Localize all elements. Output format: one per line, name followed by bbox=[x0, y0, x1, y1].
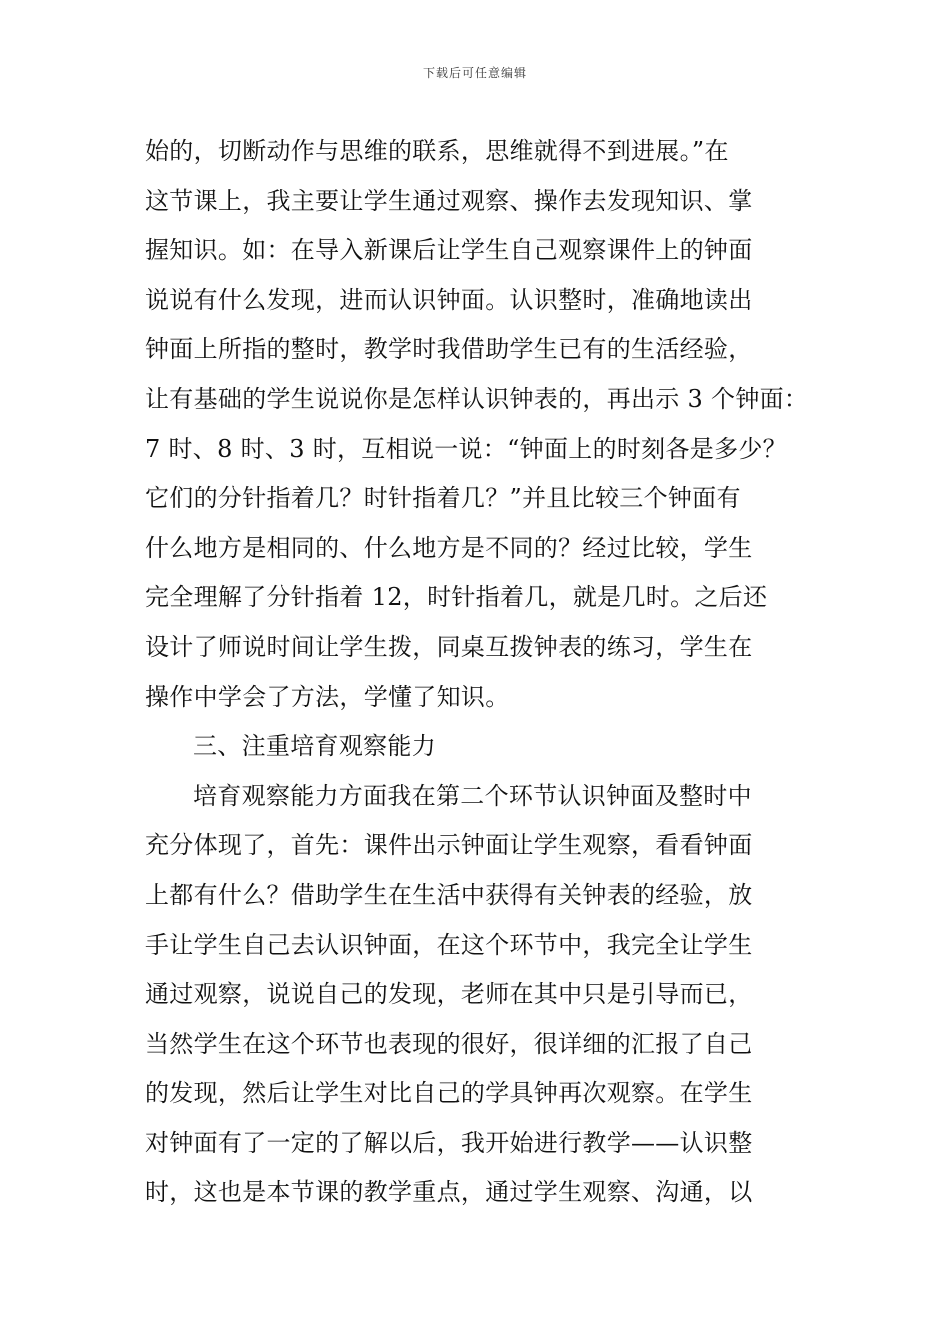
heading-line: 三、注重培育观察能力 bbox=[193, 732, 436, 761]
text-line: 时，这也是本节课的教学重点，通过学生观察、沟通，以 bbox=[145, 1178, 753, 1207]
paragraph bbox=[145, 127, 835, 722]
section-heading bbox=[145, 722, 835, 772]
page-header: 下载后可任意编辑 bbox=[422, 66, 527, 80]
text-line: 完全理解了分针指着 12，时针指着几，就是几时。之后还 bbox=[145, 583, 768, 612]
text-line: 始的，切断动作与思维的联系，思维就得不到进展。”在 bbox=[145, 137, 729, 165]
text-line: 上都有什么？借助学生在生活中获得有关钟表的经验，放 bbox=[145, 880, 753, 909]
text-line: 设计了师说时间让学生拨，同桌互拨钟表的练习，学生在 bbox=[145, 632, 753, 661]
text-line: 它们的分针指着几？时针指着几？”并且比较三个钟面有 bbox=[145, 484, 741, 513]
body-text bbox=[145, 127, 835, 1218]
text-line: 握知识。如：在导入新课后让学生自己观察课件上的钟面 bbox=[145, 236, 753, 265]
text-line: 这节课上，我主要让学生通过观察、操作去发现知识、掌 bbox=[145, 186, 753, 215]
text-line: 7 时、8 时、3 时，互相说一说：“钟面上的时刻各是多少？ bbox=[145, 434, 787, 463]
text-line: 让有基础的学生说说你是怎样认识钟表的，再出示 3 个钟面： bbox=[145, 384, 809, 413]
text-line: 说说有什么发现，进而认识钟面。认识整时，准确地读出 bbox=[145, 285, 753, 314]
text-line: 培育观察能力方面我在第二个环节认识钟面及整时中 bbox=[193, 781, 752, 810]
text-line: 手让学生自己去认识钟面，在这个环节中，我完全让学生 bbox=[145, 930, 753, 959]
text-line: 通过观察，说说自己的发现，老师在其中只是引导而已， bbox=[145, 980, 753, 1009]
text-line: 的发现，然后让学生对比自己的学具钟再次观察。在学生 bbox=[145, 1079, 753, 1108]
text-line: 充分体现了，首先：课件出示钟面让学生观察，看看钟面 bbox=[145, 831, 753, 860]
paragraph bbox=[145, 772, 835, 1218]
text-line: 操作中学会了方法，学懂了知识。 bbox=[145, 682, 510, 711]
text-line: 对钟面有了一定的了解以后，我开始进行教学——认识整 bbox=[145, 1128, 753, 1157]
text-line: 钟面上所指的整时，教学时我借助学生已有的生活经验， bbox=[145, 335, 753, 364]
text-line: 当然学生在这个环节也表现的很好，很详细的汇报了自己 bbox=[145, 1029, 753, 1058]
text-line: 什么地方是相同的、什么地方是不同的？经过比较，学生 bbox=[145, 533, 753, 562]
